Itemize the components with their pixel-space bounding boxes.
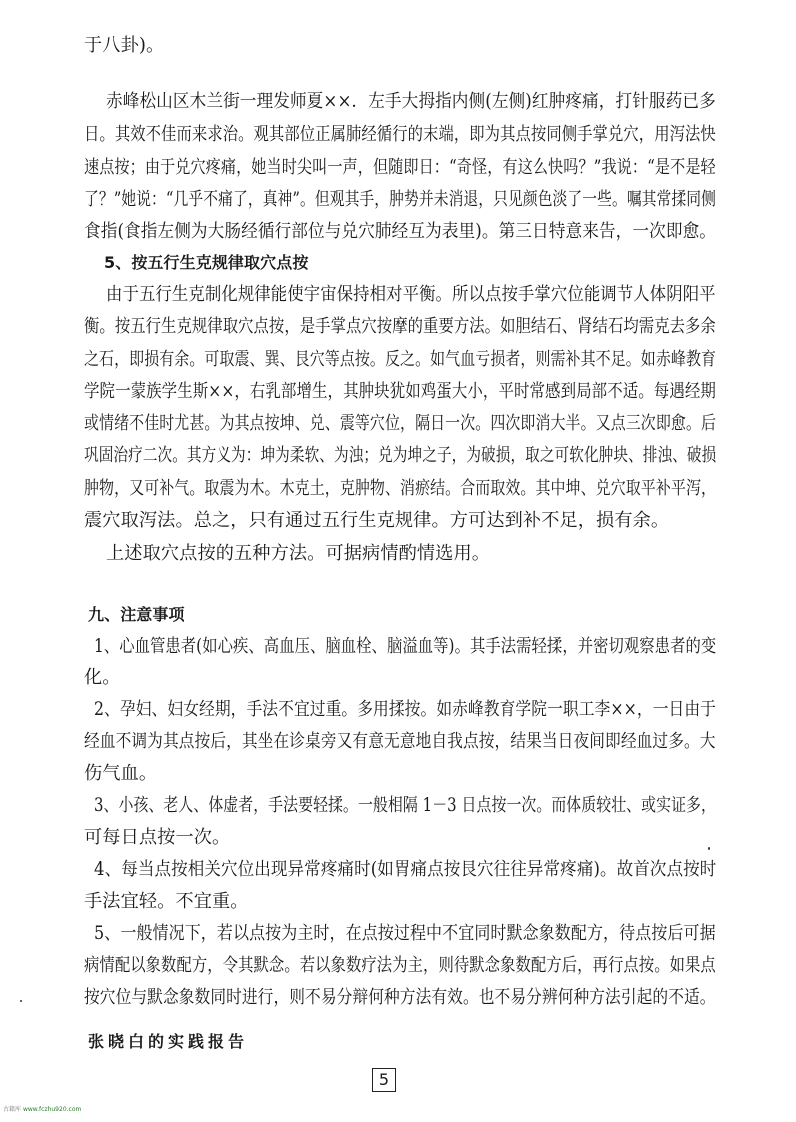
paragraph-line: 病情配以象数配方，令其默念。若以象数疗法为主，则待默念象数配方后，再行点按。如果点	[84, 955, 716, 976]
scan-speck	[708, 847, 710, 850]
scan-speck	[20, 1000, 22, 1002]
watermark-prefix: 古籍库	[3, 1106, 22, 1113]
paragraph-line: 4、每当点按相关穴位出现异常疼痛时(如胃痛点按艮穴往往异常疼痛)。故首次点按时	[94, 859, 717, 880]
paragraph-line: 学院一蒙族学生斯××，右乳部增生，其肿块犹如鸡蛋大小，平时常感到局部不适。每遇经期	[84, 381, 716, 402]
watermark	[3, 1106, 81, 1114]
paragraph-line: 2、孕妇、妇女经期，手法不宜过重。多用揉按。如赤峰教育学院一职工李××，一日由于	[94, 699, 717, 720]
section-heading: 5、按五行生克规律取穴点按	[104, 253, 309, 272]
report-title: 张晓白的实践报告	[88, 1032, 249, 1051]
paragraph-line: 经血不调为其点按后，其坐在诊桌旁又有意无意地自我点按，结果当日夜间即经血过多。大	[84, 731, 716, 752]
paragraph-line: 伤气血。	[84, 763, 158, 784]
paragraph-line: 由于五行生克制化规律能使宇宙保持相对平衡。所以点按手掌穴位能调节人体阴阳平	[106, 284, 716, 305]
paragraph-line: 震穴取泻法。总之，只有通过五行生克规律。方可达到补不足，损有余。	[84, 510, 670, 531]
paragraph-line: 化。	[84, 667, 121, 688]
paragraph-line: 可每日点按一次。	[84, 827, 231, 848]
paragraph-line: 上述取穴点按的五种方法。可据病情酌情选用。	[106, 543, 491, 564]
watermark-url: www.fczhu920.com	[22, 1106, 82, 1113]
paragraph-line: 于八卦)。	[84, 35, 165, 56]
paragraph-line: 或情绪不佳时尤甚。为其点按坤、兑、震等穴位，隔日一次。四次即消大半。又点三次即愈。后	[84, 413, 717, 434]
paragraph-line: 1、心血管患者(如心疾、高血压、脑血栓、脑溢血等)。其手法需轻揉，并密切观察患者的变	[94, 636, 717, 657]
paragraph-line: 了？”她说：“几乎不痛了，真神”。但观其手，肿势并未消退，只见颜色淡了一些。嘱其常揉同侧	[84, 189, 716, 210]
page-number: 5	[372, 1068, 396, 1092]
paragraph-line: 日。其效不佳而来求治。观其部位正属肺经循行的末端，即为其点按同侧手掌兑穴，用泻法快	[84, 124, 716, 145]
paragraph-line: 5、一般情况下，若以点按为主时，在点按过程中不宜同时默念象数配方，待点按后可据	[94, 923, 716, 944]
paragraph-line: 速点按；由于兑穴疼痛，她当时尖叫一声，但随即日：“奇怪，有这么快吗？”我说：“是不是轻	[84, 157, 716, 178]
paragraph-line: 之石，即损有余。可取震、巽、艮穴等点按。反之。如气血亏损者，则需补其不足。如赤峰教育	[84, 349, 717, 370]
paragraph-line: 手法宜轻。不宜重。	[84, 891, 249, 912]
paragraph-line: 3、小孩、老人、体虚者，手法要轻揉。一般相隔 1－3 日点按一次。而体质较壮、或实证多，	[94, 795, 716, 816]
paragraph-line: 巩固治疗二次。其方义为：坤为柔软、为浊；兑为坤之子，为破损，取之可软化肿块、排浊、破损	[84, 445, 717, 466]
section-heading: 九、注意事项	[88, 605, 185, 624]
paragraph-line: 肿物，又可补气。取震为木。木克土，克肿物、消瘀结。合而取效。其中坤、兑穴取平补平泻，	[84, 478, 717, 499]
paragraph-line: 赤峰松山区木兰街一理发师夏××．左手大拇指内侧(左侧)红肿疼痛，打针服药已多	[106, 91, 716, 112]
paragraph-line: 衡。按五行生克规律取穴点按，是手掌点穴按摩的重要方法。如胆结石、肾结石均需克去多余	[84, 316, 716, 337]
paragraph-line: 按穴位与默念象数同时进行，则不易分辩何种方法有效。也不易分辨何种方法引起的不适。	[84, 987, 716, 1008]
paragraph-line: 食指(食指左侧为大肠经循行部位与兑穴肺经互为表里)。第三日特意来告，一次即愈。	[84, 221, 717, 242]
